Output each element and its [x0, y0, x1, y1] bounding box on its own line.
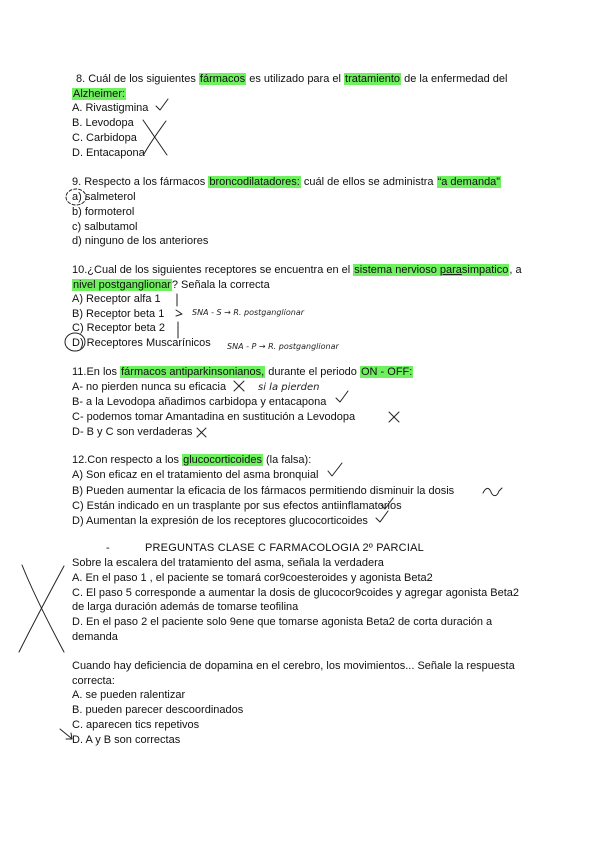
option: D) Aumentan la expresión de los receptores glucocorticoides	[72, 515, 368, 527]
option: B. pueden parecer descoordinados	[72, 704, 244, 716]
question-12-stem: 12.Con respecto a los glucocorticoides (la falsa):	[72, 454, 312, 466]
highlight: nivel postganglionar	[73, 279, 171, 291]
question-10-stem-cont: nivel postganglionar? Señala la correcta	[73, 279, 270, 291]
question-8-stem: 8. Cuál de los siguientes fármacos es utilizado para el tratamiento de la enfermedad del	[76, 73, 508, 85]
handwritten-note: SNA - S → R. postganglionar	[192, 308, 305, 317]
cross-mark-icon	[233, 380, 245, 392]
option: C. aparecen tics repetivos	[72, 719, 200, 731]
checkmark-icon	[155, 98, 169, 112]
highlight: “a demanda”	[437, 176, 500, 188]
highlight: fármacos	[199, 73, 246, 85]
option-cont: de larga duración además de tomarse teofilina	[72, 601, 299, 613]
highlight: broncodilatadores:	[209, 176, 300, 188]
option: C) Están indicado en un trasplante por sus efectos antiinflamatorios	[72, 500, 402, 512]
wave-mark-icon	[482, 486, 504, 498]
question-9-stem: 9. Respecto a los fármacos broncodilatadores: cuál de ellos se administra “a demanda”	[72, 176, 500, 188]
section-title: PREGUNTAS CLASE C FARMACOLOGIA 2º PARCIAL	[145, 542, 424, 554]
option: a) salmeterol	[72, 191, 136, 203]
highlight: glucocorticoides	[183, 454, 262, 466]
question-10-stem: 10.¿Cual de los siguientes receptores se encuentra en el sistema nervioso parasimpatico, a	[72, 264, 522, 276]
option: A- no pierden nunca su eficacia	[72, 381, 227, 393]
option: C. Carbidopa	[72, 132, 137, 144]
section-bullet: -	[106, 542, 110, 554]
option: D. En el paso 2 el paciente solo 9ene que tomarse agonista Beta2 de corta duración a	[72, 616, 493, 628]
option: c) salbutamol	[72, 221, 138, 233]
question-14-stem: Cuando hay deficiencia de dopamina en el cerebro, los movimientos... Señale la respuesta	[72, 660, 515, 672]
option: C- podemos tomar Amantadina en sustitución a Levodopa	[72, 411, 356, 423]
highlight: tratamiento	[345, 73, 401, 85]
option: b) formoterol	[72, 206, 135, 218]
option: D) Receptores Muscarínicos	[72, 337, 211, 349]
cross-mark-icon	[196, 427, 207, 438]
handwritten-note: SNA - P → R. postganglionar	[227, 342, 339, 351]
cross-mark-icon	[14, 562, 70, 656]
option: B) Pueden aumentar la eficacia de los fármacos permitiendo disminuir la dosis	[72, 485, 455, 497]
option: B- a la Levodopa añadimos carbidopa y entacapona	[72, 396, 327, 408]
option: C) Receptor beta 2	[72, 322, 165, 334]
option: d) ninguno de los anteriores	[72, 235, 209, 247]
option: C. El paso 5 corresponde a aumentar la dosis de glucocor9coides y agregar agonista Beta2	[72, 587, 519, 599]
option: D. Entacapona	[72, 147, 145, 159]
option: B) Receptor beta 1	[72, 308, 165, 320]
bracket-mark-icon	[173, 292, 187, 340]
highlight: ON - OFF:	[360, 366, 413, 378]
highlight: sistema nervioso parasimpatico	[354, 264, 509, 276]
question-13-stem: Sobre la escalera del tratamiento del asma, señala la verdadera	[72, 557, 384, 569]
option: A. Rivastigmina	[72, 102, 149, 114]
option: A. En el paso 1 , el paciente se tomará cor9coesteroides y agonista Beta2	[72, 572, 433, 584]
option: A. se pueden ralentizar	[72, 689, 186, 701]
question-11-stem: 11.En los fármacos antiparkinsonianos, durante el periodo ON - OFF:	[72, 366, 413, 378]
option: B. Levodopa	[72, 117, 134, 129]
question-14-stem-cont: correcta:	[72, 675, 115, 687]
handwritten-note: si la pierden	[258, 382, 320, 393]
question-8-stem-cont	[72, 87, 126, 102]
highlight: Alzheimer:	[73, 88, 125, 100]
option: A) Receptor alfa 1	[72, 293, 161, 305]
highlight: fármacos antiparkinsonianos,	[121, 366, 265, 378]
option-cont: demanda	[72, 631, 118, 643]
checkmark-icon	[327, 462, 343, 478]
option: D- B y C son verdaderas	[72, 426, 193, 438]
option: A) Son eficaz en el tratamiento del asma bronquial	[72, 469, 319, 481]
cross-mark-icon	[388, 411, 400, 423]
checkmark-icon	[335, 390, 349, 404]
option: D. A y B son correctas	[72, 734, 181, 746]
